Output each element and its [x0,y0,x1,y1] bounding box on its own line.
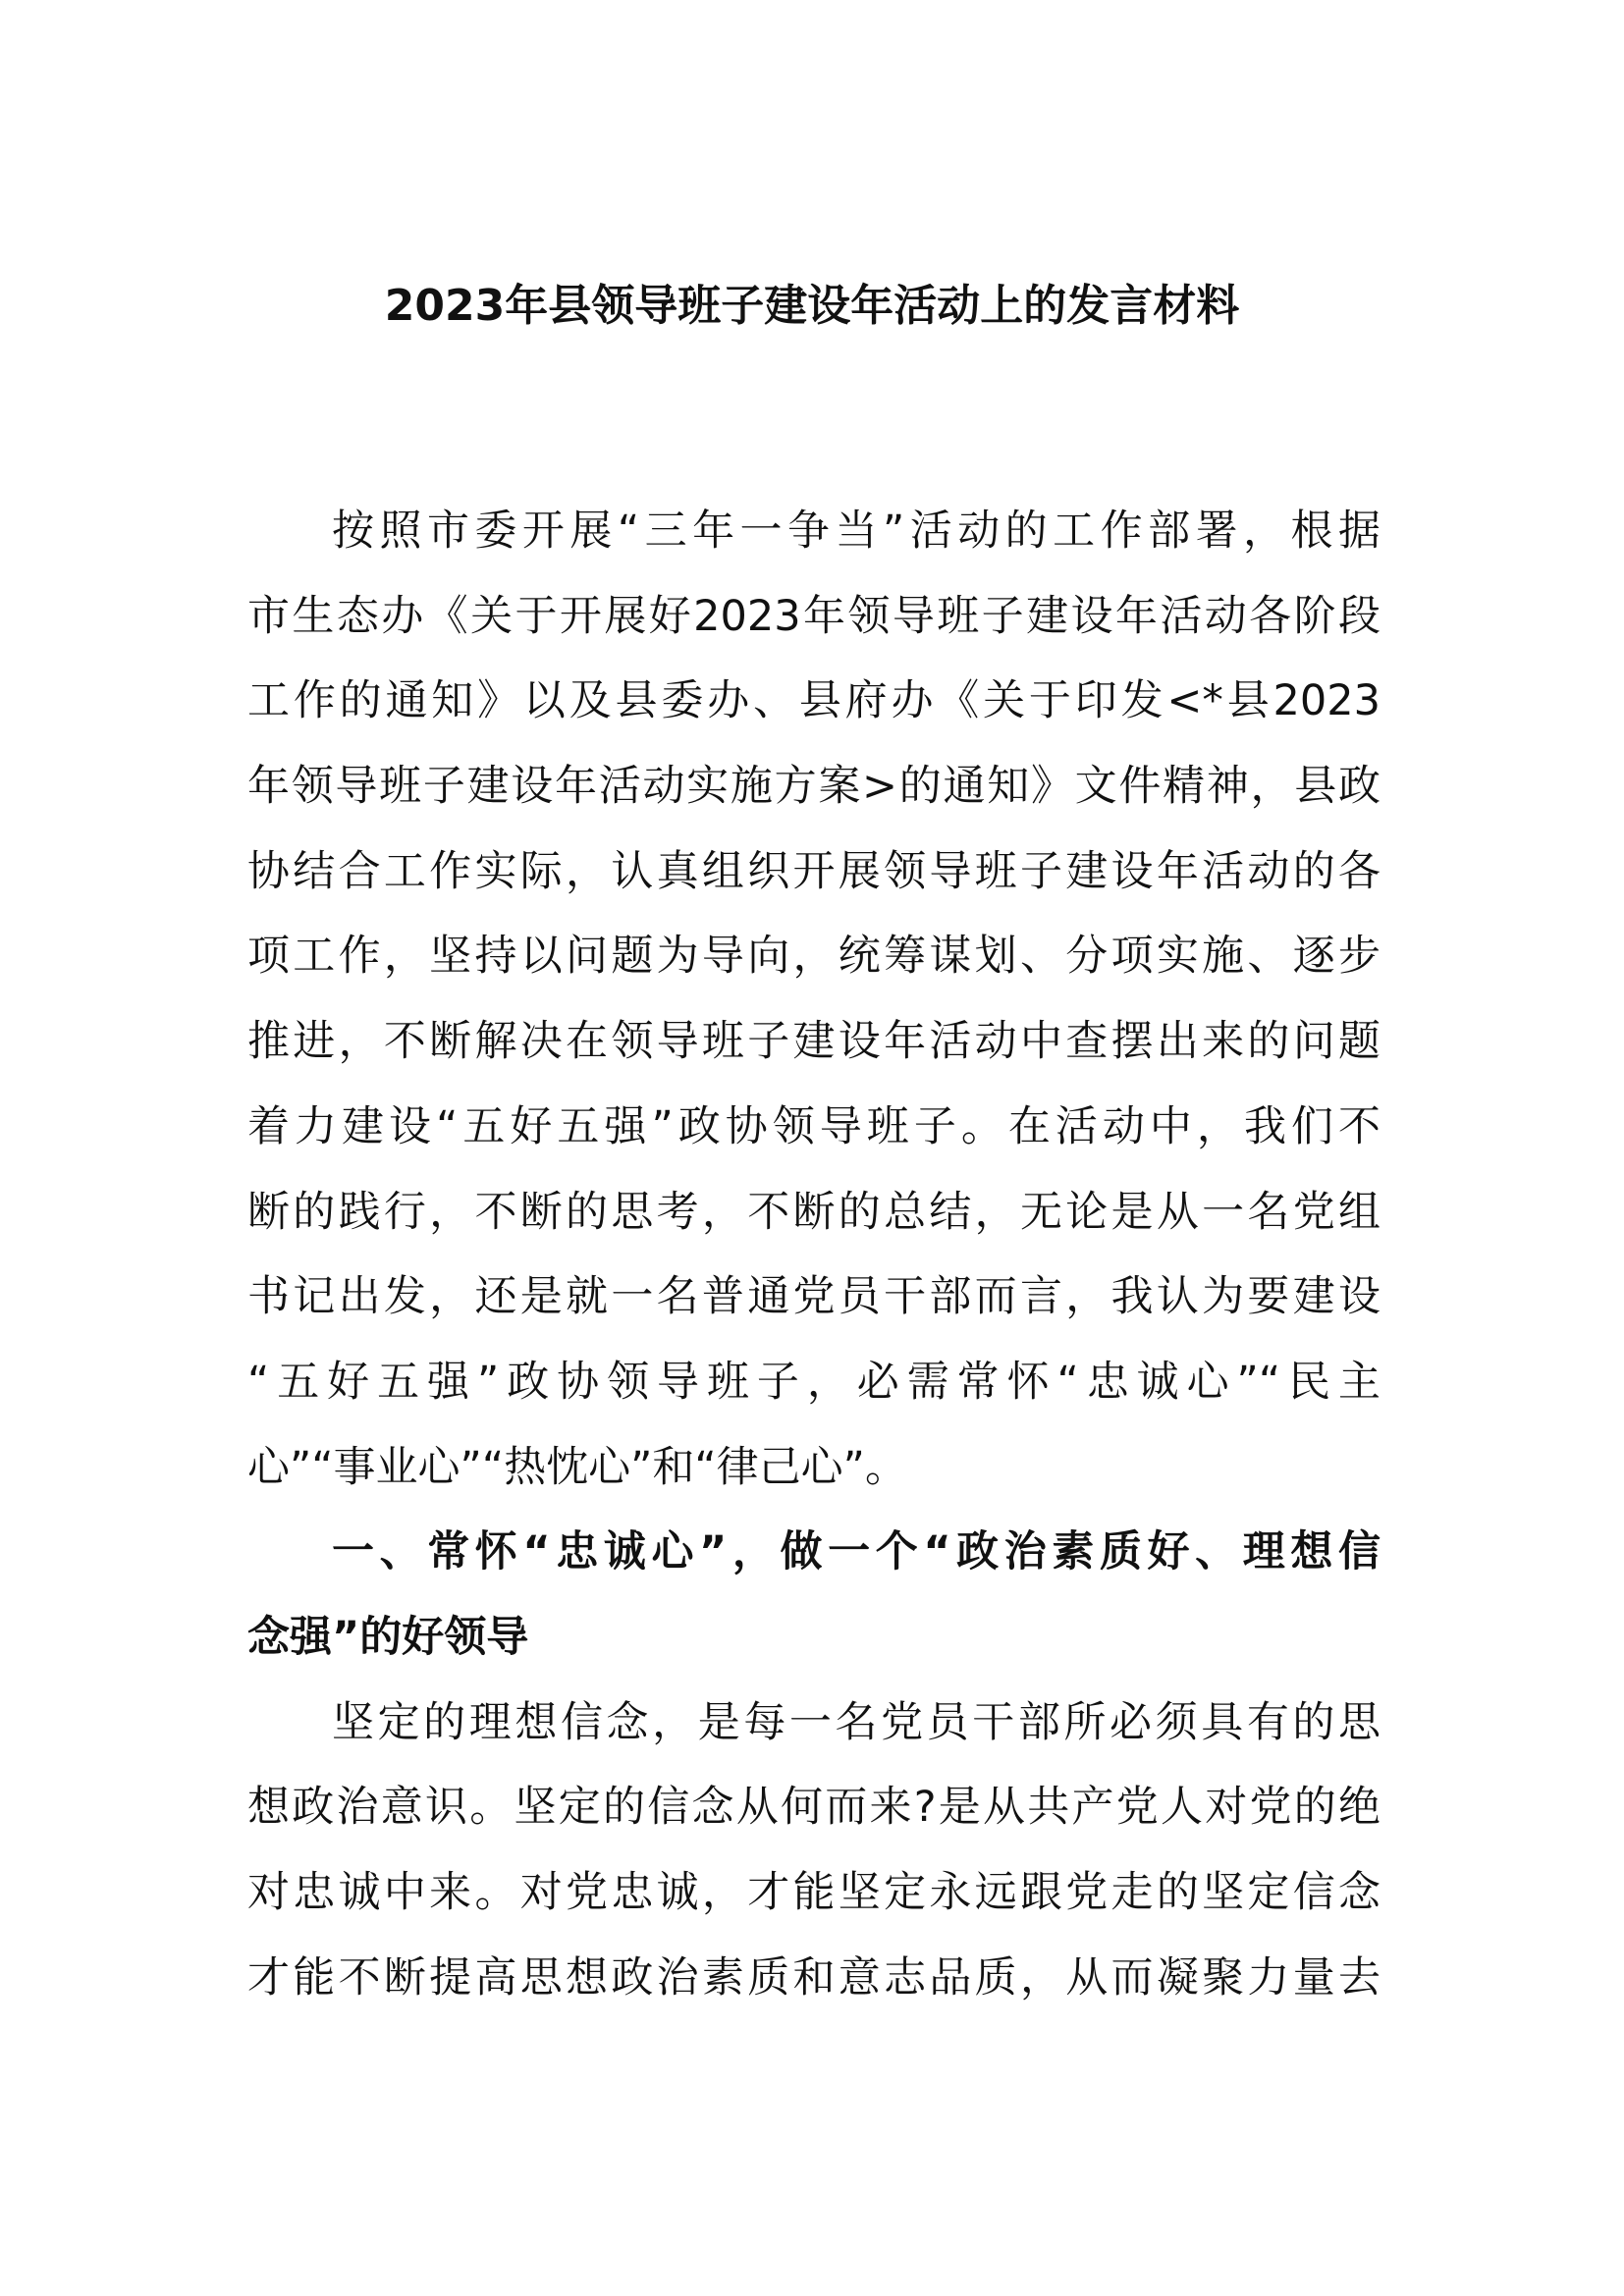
paragraph-line: 才能不断提高思想政治素质和意志品质，从而凝聚力量去 [247,1952,1380,2002]
document-title: 2023年县领导班子建设年活动上的发言材料 [384,281,1240,331]
paragraph-line: 推进，不断解决在领导班子建设年活动中查摆出来的问题 [247,1017,1380,1067]
paragraph-line: 工作的通知》以及县委办、县府办《关于印发<*县2023 [247,676,1380,726]
paragraph-line: 书记出发，还是就一名普通党员干部而言，我认为要建设 [247,1272,1380,1322]
paragraph-line: “五好五强”政协领导班子，必需常怀“忠诚心”“民主 [247,1357,1380,1407]
paragraph-line: 项工作，坚持以问题为导向，统筹谋划、分项实施、逐步 [247,932,1380,982]
paragraph-line: 对忠诚中来。对党忠诚，才能坚定永远跟党走的坚定信念 [247,1868,1380,1917]
paragraph-line: 心”“事业心”“热忱心”和“律己心”。 [247,1442,907,1492]
document-body [247,489,1380,2020]
paragraph-line: 坚定的理想信念，是每一名党员干部所必须具有的思 [332,1697,1380,1747]
paragraph-line: 着力建设“五好五强”政协领导班子。在活动中，我们不 [247,1101,1380,1151]
paragraph-line: 想政治意识。坚定的信念从何而来?是从共产党人对党的绝 [247,1783,1380,1833]
paragraph-line: 年领导班子建设年活动实施方案>的通知》文件精神，县政 [247,762,1380,812]
paragraph-line: 协结合工作实际，认真组织开展领导班子建设年活动的各 [247,846,1380,896]
paragraph-line: 按照市委开展“三年一争当”活动的工作部署，根据 [332,507,1380,556]
paragraph-line: 市生态办《关于开展好2023年领导班子建设年活动各阶段 [247,591,1380,641]
paragraph-line: 断的践行，不断的思考，不断的总结，无论是从一名党组 [247,1187,1380,1237]
section-heading-line: 一、常怀“忠诚心”，做一个“政治素质好、理想信 [332,1527,1380,1577]
section-heading-line: 念强”的好领导 [247,1612,529,1662]
